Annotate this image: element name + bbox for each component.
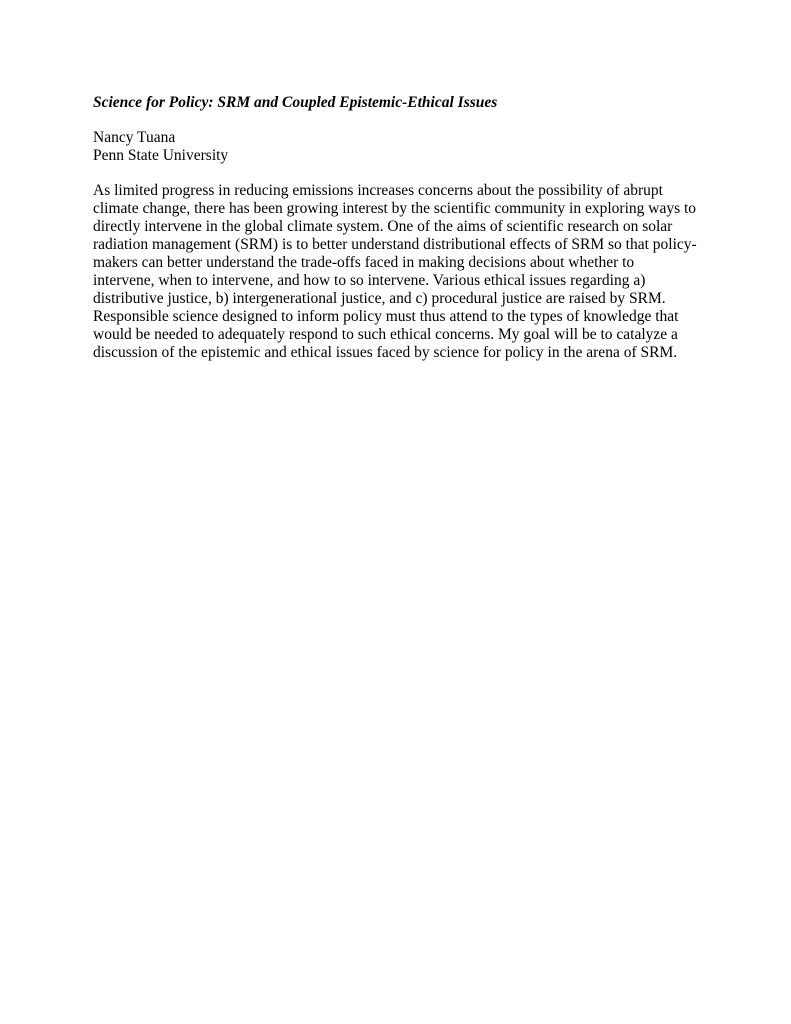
abstract-line: discussion of the epistemic and ethical issues faced by science for policy in the arena of SRM. xyxy=(93,344,678,361)
document-content xyxy=(93,94,705,362)
abstract-line: radiation management (SRM) is to better understand distributional effects of SRM so that policy- xyxy=(93,236,697,253)
author-affiliation: Penn State University xyxy=(93,147,229,164)
document-title: Science for Policy: SRM and Coupled Epistemic-Ethical Issues xyxy=(93,94,498,111)
abstract-line: directly intervene in the global climate system. One of the aims of scientific research on solar xyxy=(93,218,673,235)
abstract-line: distributive justice, b) intergenerational justice, and c) procedural justice are raised by SRM. xyxy=(93,290,666,307)
author-block xyxy=(93,129,705,165)
abstract-line: would be needed to adequately respond to such ethical concerns. My goal will be to catalyze a xyxy=(93,326,678,343)
abstract-line: As limited progress in reducing emissions increases concerns about the possibility of abrupt xyxy=(93,182,663,199)
abstract-line: makers can better understand the trade-offs faced in making decisions about whether to xyxy=(93,254,635,271)
abstract-line: Responsible science designed to inform policy must thus attend to the types of knowledge that xyxy=(93,308,679,325)
author-name: Nancy Tuana xyxy=(93,129,176,146)
abstract-line: climate change, there has been growing interest by the scientific community in exploring ways to xyxy=(93,200,697,217)
abstract-line: intervene, when to intervene, and how to so intervene. Various ethical issues regarding a) xyxy=(93,272,646,289)
abstract-paragraph xyxy=(93,182,705,362)
